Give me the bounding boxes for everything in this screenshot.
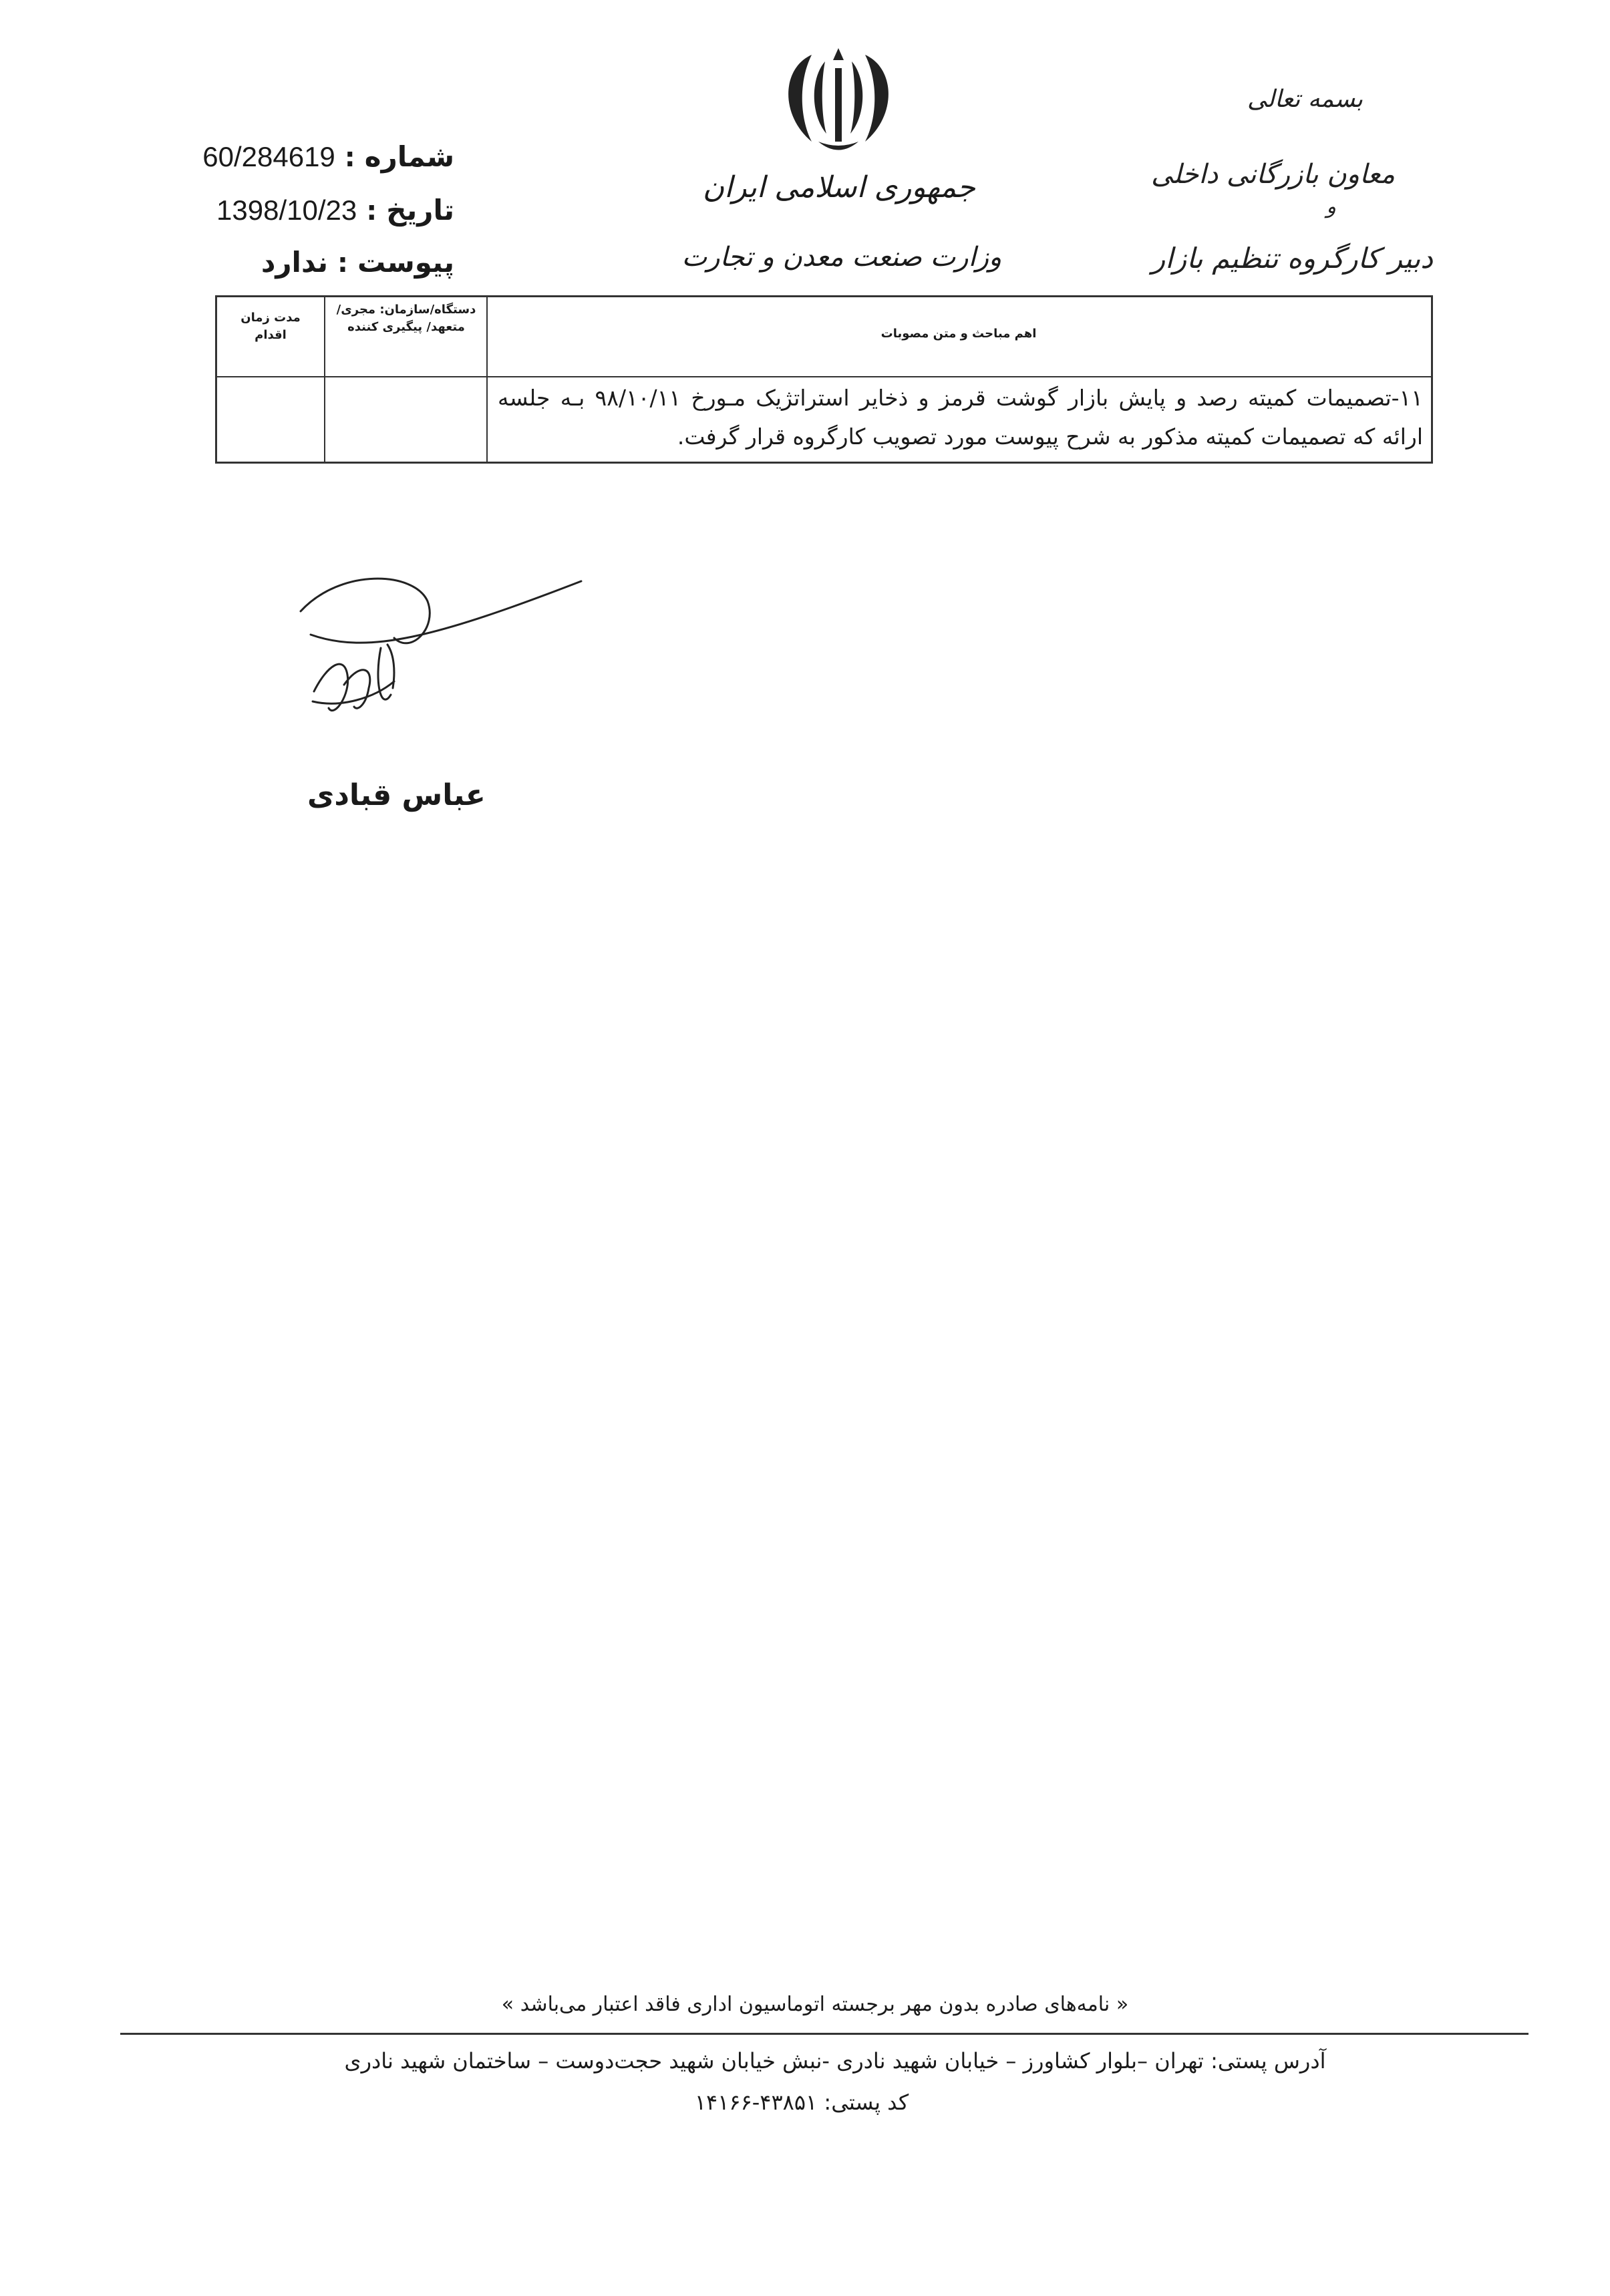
header-organization: دستگاه/سازمان: مجری/متعهد/ پیگیری کننده [336, 303, 476, 334]
postal-code: کد پستی: ۴۳۸۵۱-۱۴۱۶۶ [694, 2090, 909, 2115]
ministry-name: وزارت صنعت معدن و تجارت [681, 242, 1002, 273]
number-value: 60/284619 [202, 141, 335, 172]
attachment-label: پیوست [357, 246, 454, 279]
number-separator: : [344, 142, 355, 173]
attachment-value: ندارد [261, 246, 328, 279]
validity-note: « نامه‌های صادره بدون مهر برجسته اتوماسیون اداری فاقد اعتبار می‌باشد » [501, 1993, 1129, 2016]
header-time: مدت زمان اقدام [240, 311, 301, 342]
letter-attachment [261, 246, 454, 279]
handwritten-signature-icon [281, 554, 588, 755]
number-label: شماره [364, 140, 454, 173]
postal-address: آدرس پستی: تهران –بلوار کشاورز – خیابان شهید نادری -نبش خیابان شهید حجت‌دوست – ساختمان شهید نادری [344, 2048, 1326, 2074]
attachment-separator: : [337, 248, 348, 279]
sender-conjunction: و [1326, 195, 1336, 218]
sender-title-2: دبیر کارگروه تنظیم بازار [1152, 242, 1433, 275]
resolution-text: ۱۱-تصمیمات کمیته رصد و پایش بازار گوشت قرمز و ذخایر استراتژیک مـورخ ۹۸/۱۰/۱۱ بـه جلسه ارائه که تصمیمات کمیته مذکور به شرح پیوست مورد تصویب کارگروه قرار گرفت. [498, 385, 1423, 450]
date-value: 1398/10/23 [216, 194, 357, 226]
sender-title-1: معاون بازرگانی داخلی [1151, 159, 1395, 190]
resolution-table [215, 295, 1433, 464]
footer-divider [120, 2033, 1528, 2035]
date-separator: : [366, 196, 377, 226]
date-label: تاریخ [386, 194, 454, 226]
invocation: بسمه تعالی [1247, 86, 1363, 113]
country-name: جمهوری اسلامی ایران [702, 170, 975, 204]
letter-number [202, 140, 454, 173]
signatory-name: عباس قبادی [307, 778, 486, 812]
header-main: اهم مباحث و متن مصوبات [880, 327, 1037, 341]
iran-emblem-icon [772, 41, 905, 162]
letter-date [216, 194, 454, 226]
